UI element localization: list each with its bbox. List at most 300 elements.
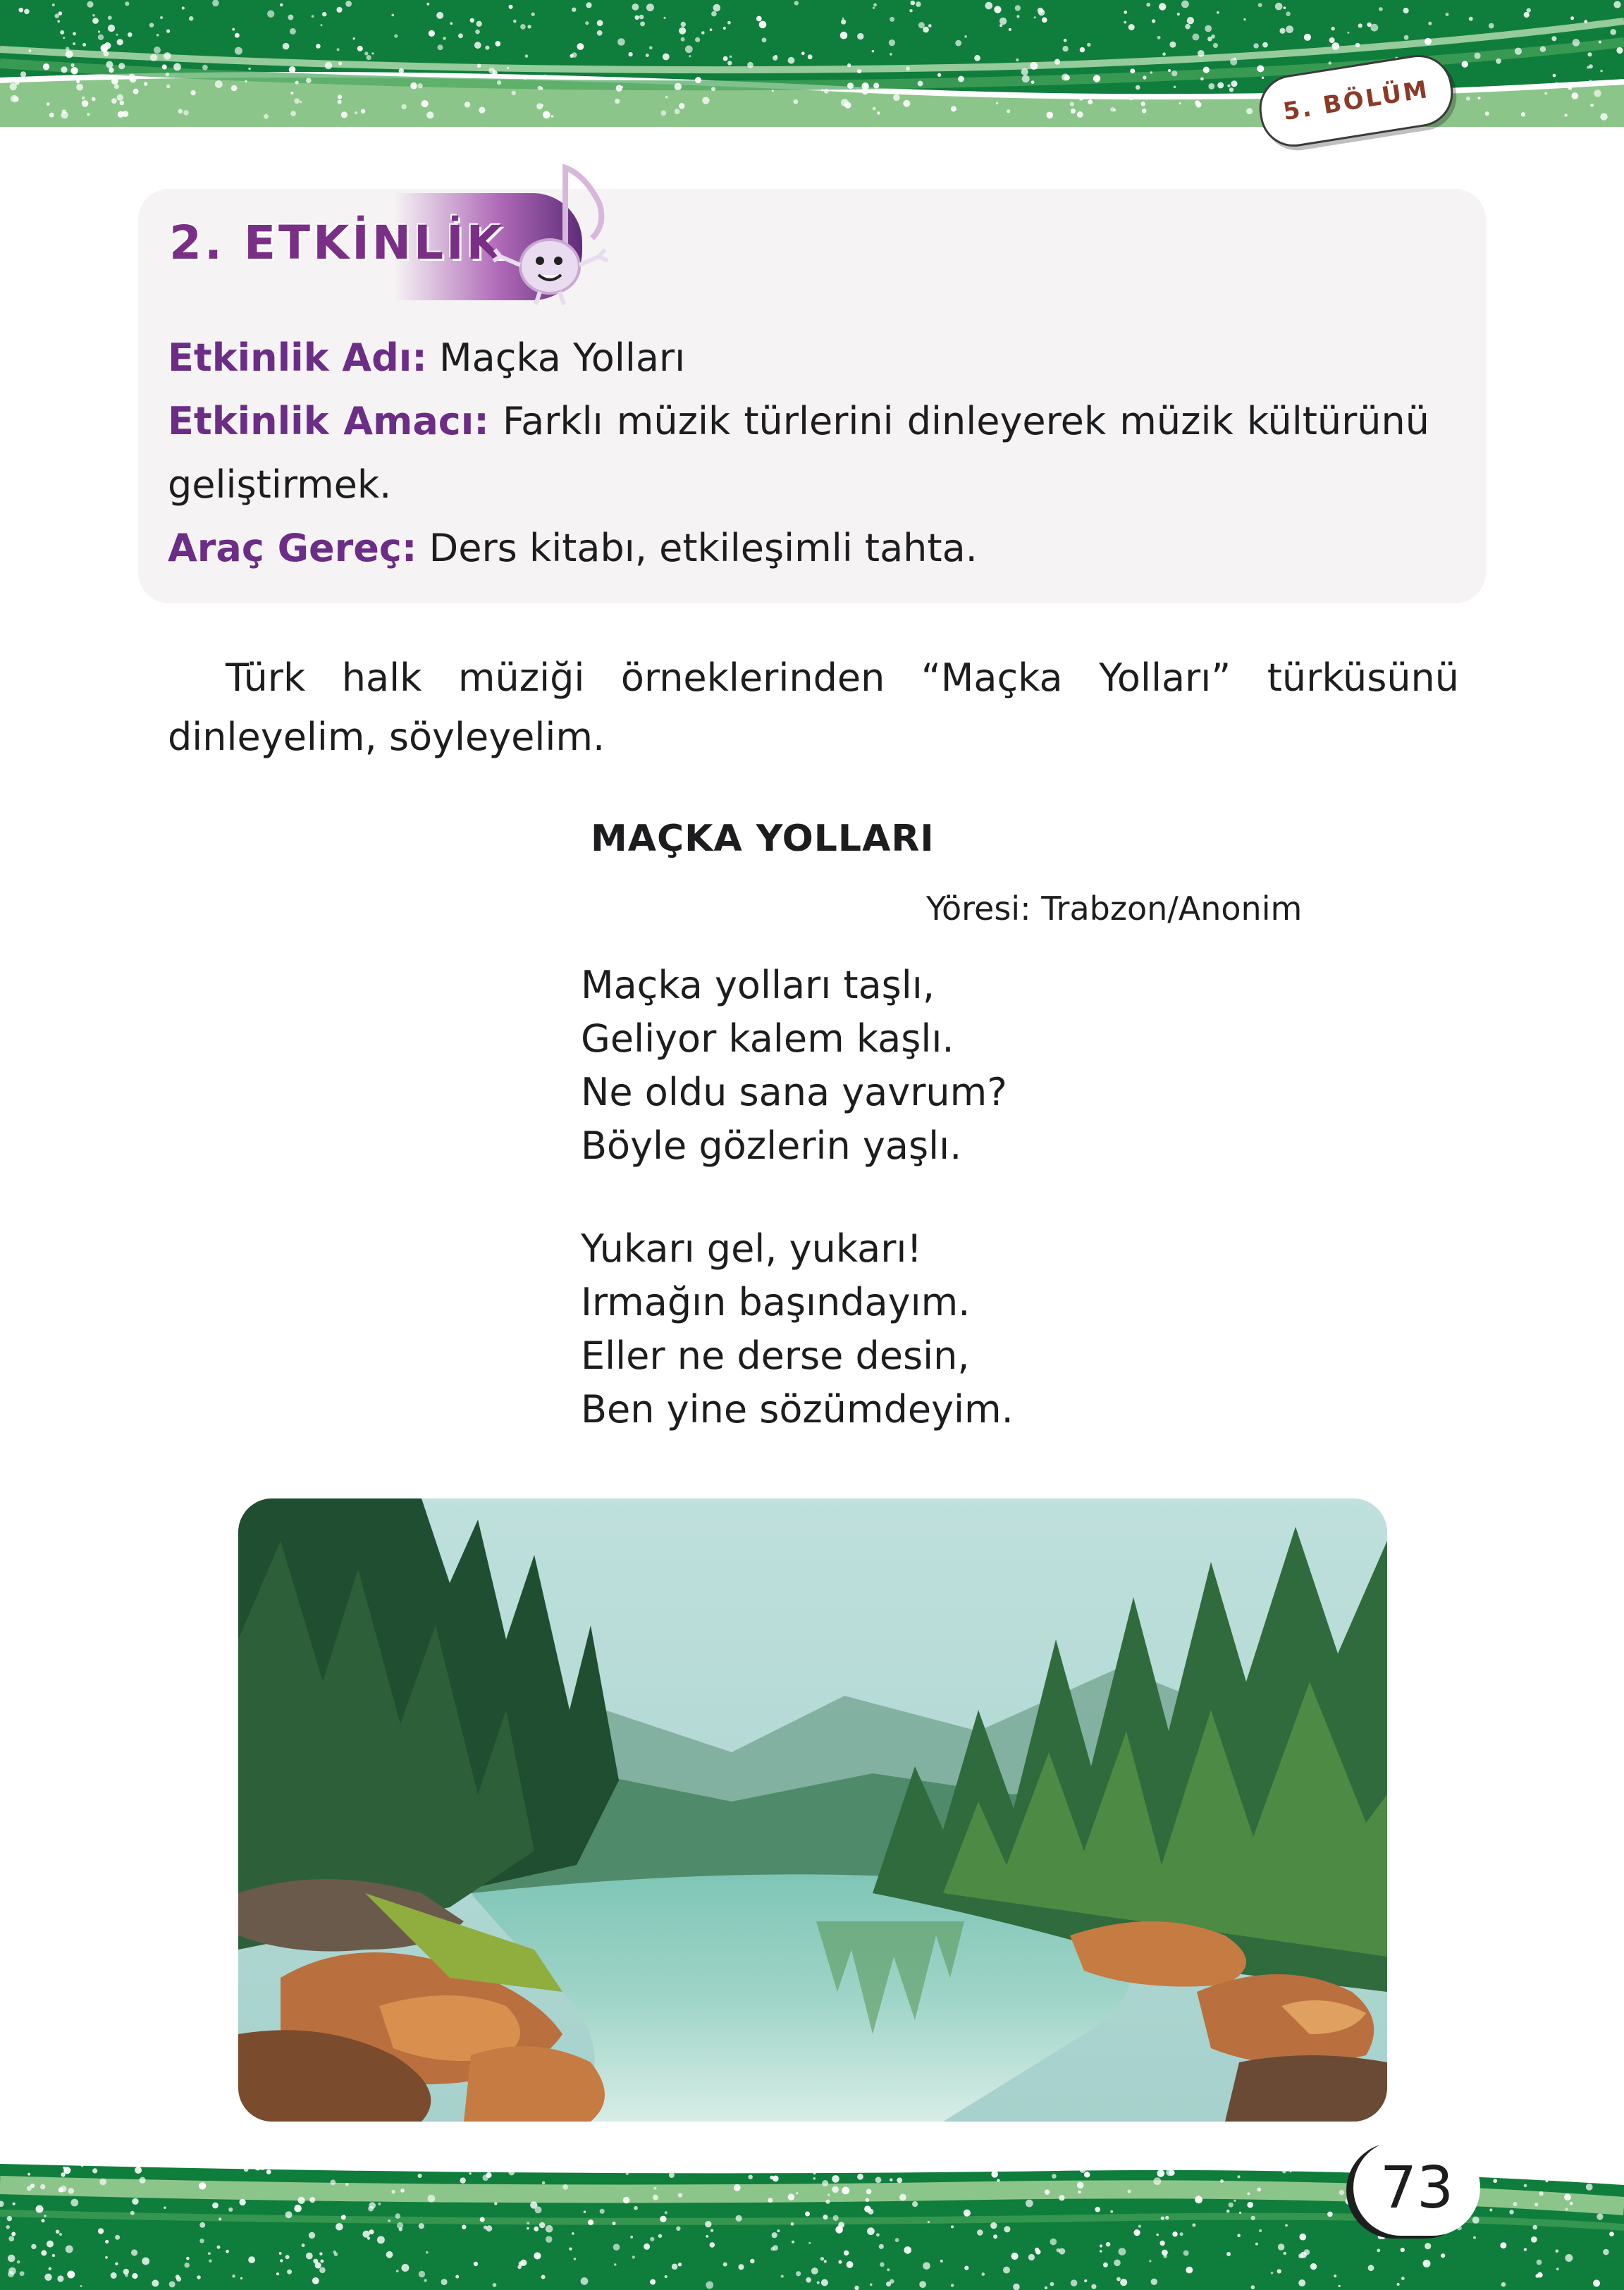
sparkle-dot: [235, 33, 240, 38]
sparkle-dot: [1257, 66, 1264, 73]
sparkle-dot: [1368, 2265, 1374, 2271]
sparkle-dot: [132, 2198, 138, 2205]
sparkle-dot: [1404, 35, 1409, 40]
sparkle-dot: [312, 15, 314, 18]
sparkle-dot: [52, 4, 55, 6]
lyric-line: Ne oldu sana yavrum?: [581, 1070, 1007, 1114]
sparkle-dot: [367, 55, 371, 60]
sparkle-dot: [128, 32, 133, 37]
sparkle-dot: [650, 2279, 656, 2285]
sparkle-dot: [336, 2223, 343, 2231]
sparkle-dot: [82, 100, 89, 107]
activity-goal-label: Etkinlik Amacı:: [168, 399, 489, 443]
sparkle-dot: [59, 2187, 63, 2192]
sparkle-dot: [219, 2217, 221, 2220]
sparkle-dot: [875, 2177, 882, 2183]
sparkle-dot: [577, 43, 584, 50]
sparkle-dot: [319, 2252, 322, 2255]
sparkle-dot: [422, 100, 429, 107]
sparkle-dot: [832, 2175, 839, 2183]
sparkle-dot: [838, 2260, 842, 2264]
sparkle-dot: [1253, 43, 1259, 49]
sparkle-dot: [822, 2180, 828, 2186]
sparkle-dot: [1110, 2210, 1113, 2213]
sparkle-dot: [895, 2238, 899, 2242]
sparkle-dot: [1116, 2277, 1121, 2282]
sparkle-dot: [1110, 107, 1114, 111]
sparkle-dot: [1226, 2252, 1231, 2256]
sparkle-dot: [31, 2244, 36, 2249]
sparkle-dot: [1093, 75, 1100, 82]
sparkle-dot: [266, 2169, 271, 2174]
sparkle-dot: [1239, 2212, 1241, 2214]
sparkle-dot: [847, 82, 854, 89]
sparkle-dot: [123, 2269, 129, 2274]
sparkle-dot: [394, 35, 398, 38]
sparkle-dot: [1401, 2248, 1405, 2252]
sparkle-dot: [1100, 2250, 1102, 2253]
sparkle-dot: [613, 2222, 616, 2225]
sparkle-dot: [1493, 2179, 1497, 2183]
sparkle-dot: [133, 89, 139, 94]
sparkle-dot: [462, 2224, 466, 2229]
sparkle-dot: [125, 2274, 128, 2277]
sparkle-dot: [99, 2179, 106, 2186]
sparkle-dot: [92, 18, 99, 24]
sparkle-dot: [1279, 28, 1285, 34]
sparkle-dot: [122, 111, 128, 117]
sparkle-dot: [906, 66, 910, 70]
sparkle-dot: [386, 2251, 393, 2258]
sparkle-dot: [813, 2177, 816, 2180]
song-title: MAÇKA YOLLARI: [591, 818, 935, 860]
sparkle-dot: [918, 22, 925, 28]
sparkle-dot: [41, 2250, 47, 2255]
sparkle-dot: [897, 2178, 902, 2184]
sparkle-dot: [87, 1, 93, 8]
sparkle-dot: [70, 2199, 78, 2207]
sparkle-dot: [768, 2198, 773, 2203]
sparkle-dot: [1159, 2241, 1164, 2246]
sparkle-dot: [581, 2277, 589, 2285]
sparkle-dot: [1198, 50, 1205, 57]
sparkle-dot: [1531, 2236, 1537, 2243]
sparkle-dot: [71, 63, 75, 67]
sparkle-dot: [1042, 18, 1047, 23]
sparkle-dot: [1524, 12, 1530, 18]
sparkle-dot: [679, 103, 684, 109]
sparkle-dot: [215, 80, 223, 88]
sparkle-dot: [1339, 2285, 1341, 2287]
sparkle-dot: [47, 102, 50, 106]
sparkle-dot: [702, 97, 709, 104]
sparkle-dot: [1050, 2239, 1057, 2246]
sparkle-dot: [57, 20, 60, 23]
sparkle-dot: [130, 2211, 135, 2215]
sparkle-dot: [951, 106, 956, 111]
sparkle-dot: [76, 80, 80, 83]
sparkle-dot: [675, 109, 680, 114]
sparkle-dot: [1169, 42, 1176, 48]
sparkle-dot: [248, 68, 251, 70]
sparkle-dot: [1501, 2282, 1506, 2287]
sparkle-dot: [232, 28, 235, 31]
sparkle-dot: [378, 2203, 381, 2205]
sparkle-dot: [355, 111, 357, 114]
sparkle-dot: [24, 8, 30, 14]
sparkle-dot: [1172, 2231, 1177, 2236]
sparkle-dot: [1070, 102, 1074, 106]
sparkle-dot: [162, 64, 167, 69]
sparkle-dot: [209, 2259, 212, 2263]
sparkle-dot: [534, 2252, 541, 2259]
sparkle-dot: [1192, 34, 1199, 41]
sparkle-dot: [1589, 80, 1592, 83]
sparkle-dot: [142, 2258, 149, 2265]
sparkle-dot: [56, 2230, 60, 2234]
sparkle-dot: [1423, 2260, 1431, 2267]
sparkle-dot: [217, 2246, 221, 2249]
sparkle-dot: [98, 30, 100, 32]
sparkle-dot: [109, 68, 113, 73]
sparkle-dot: [665, 2211, 668, 2214]
sparkle-dot: [889, 39, 895, 46]
sparkle-dot: [639, 15, 644, 20]
sparkle-dot: [40, 2184, 45, 2189]
sparkle-dot: [226, 2250, 229, 2253]
sparkle-dot: [410, 82, 417, 90]
sparkle-dot: [10, 83, 17, 90]
sparkle-dot: [1503, 2169, 1508, 2174]
sparkle-dot: [1565, 2254, 1573, 2262]
sparkle-dot: [759, 21, 767, 29]
sparkle-dot: [1298, 2279, 1305, 2286]
sparkle-dot: [1156, 2234, 1159, 2236]
sparkle-dot: [306, 2253, 313, 2260]
sparkle-dot: [899, 2194, 906, 2201]
sparkle-dot: [665, 2275, 668, 2278]
sparkle-dot: [166, 30, 170, 33]
sparkle-dot: [544, 75, 547, 78]
activity-tools-label: Araç Gereç:: [168, 526, 417, 570]
sparkle-dot: [877, 111, 880, 114]
sparkle-dot: [527, 2222, 529, 2224]
sparkle-dot: [183, 110, 189, 116]
sparkle-dot: [49, 113, 54, 118]
sparkle-dot: [1208, 83, 1214, 90]
sparkle-dot: [1600, 70, 1603, 73]
sparkle-dot: [629, 52, 633, 56]
page-number: 73: [1353, 2140, 1480, 2236]
sparkle-dot: [940, 2260, 943, 2263]
sparkle-dot: [833, 2215, 839, 2221]
sparkle-dot: [309, 2232, 315, 2239]
activity-goal-continuation: geliştirmek.: [168, 462, 392, 507]
sparkle-dot: [788, 57, 795, 64]
sparkle-dot: [1259, 2229, 1262, 2232]
sparkle-dot: [1609, 2231, 1614, 2236]
sparkle-dot: [319, 2267, 326, 2274]
music-note-character-icon: [479, 154, 620, 309]
sparkle-dot: [1258, 3, 1262, 7]
sparkle-dot: [496, 2169, 499, 2172]
sparkle-dot: [160, 16, 163, 19]
sparkle-dot: [1238, 2166, 1243, 2170]
sparkle-dot: [63, 2167, 66, 2169]
sparkle-dot: [480, 2217, 485, 2222]
sparkle-dot: [11, 95, 18, 102]
sparkle-dot: [1003, 2267, 1010, 2274]
sparkle-dot: [1571, 92, 1578, 99]
sparkle-dot: [1152, 19, 1155, 23]
sparkle-dot: [911, 1, 916, 6]
sparkle-dot: [723, 56, 728, 61]
sparkle-dot: [1590, 104, 1594, 107]
river-forest-image: [238, 1498, 1387, 2122]
sparkle-dot: [424, 2279, 426, 2282]
sparkle-dot: [736, 2215, 742, 2222]
sparkle-dot: [166, 85, 170, 88]
sparkle-dot: [749, 2175, 753, 2179]
sparkle-dot: [60, 30, 64, 35]
sparkle-dot: [1234, 58, 1236, 61]
sparkle-dot: [475, 30, 480, 35]
sparkle-dot: [185, 2263, 190, 2267]
sparkle-dot: [443, 37, 445, 39]
sparkle-dot: [838, 2222, 844, 2228]
sparkle-dot: [290, 111, 296, 116]
sparkle-dot: [465, 101, 470, 107]
lyric-line: Maçka yolları taşlı,: [581, 963, 935, 1007]
sparkle-dot: [660, 2216, 666, 2222]
sparkle-dot: [569, 2248, 572, 2251]
sparkle-dot: [738, 2264, 744, 2270]
sparkle-dot: [1151, 2279, 1157, 2285]
sparkle-dot: [644, 2243, 650, 2250]
sparkle-dot: [1016, 59, 1019, 61]
sparkle-dot: [535, 2206, 542, 2213]
sparkle-dot: [371, 52, 374, 54]
sparkle-dot: [756, 16, 762, 22]
sparkle-dot: [964, 2212, 968, 2216]
sparkle-dot: [283, 43, 290, 50]
sparkle-dot: [190, 90, 195, 95]
sparkle-dot: [1469, 17, 1473, 21]
sparkle-dot: [791, 2222, 794, 2226]
sparkle-dot: [248, 2256, 255, 2263]
sparkle-dot: [1229, 87, 1234, 92]
sparkle-dot: [321, 2260, 324, 2263]
sparkle-dot: [681, 37, 685, 42]
sparkle-dot: [470, 18, 474, 23]
sparkle-dot: [1050, 2282, 1054, 2286]
sparkle-dot: [781, 2274, 784, 2277]
sparkle-dot: [1556, 2267, 1559, 2270]
sparkle-dot: [52, 2254, 55, 2257]
sparkle-dot: [59, 2233, 62, 2236]
sparkle-dot: [1284, 6, 1286, 9]
sparkle-dot: [400, 2189, 405, 2193]
sparkle-dot: [1207, 37, 1212, 42]
sparkle-dot: [541, 2275, 546, 2279]
sparkle-dot: [474, 2262, 478, 2266]
sparkle-dot: [1539, 2191, 1543, 2196]
sparkle-dot: [17, 2260, 20, 2264]
sparkle-dot: [208, 2252, 211, 2255]
sparkle-dot: [484, 2226, 487, 2229]
sparkle-dot: [1527, 8, 1531, 12]
sparkle-dot: [866, 2198, 870, 2203]
sparkle-dot: [338, 94, 342, 99]
sparkle-dot: [117, 94, 123, 101]
sparkle-dot: [309, 2197, 315, 2203]
sparkle-dot: [538, 86, 542, 90]
sparkle-dot: [906, 2162, 914, 2169]
sparkle-dot: [613, 2243, 620, 2251]
sparkle-dot: [964, 2266, 968, 2270]
sparkle-dot: [1150, 71, 1153, 74]
sparkle-dot: [632, 4, 639, 11]
sparkle-dot: [614, 2263, 616, 2265]
sparkle-dot: [290, 92, 293, 94]
sparkle-dot: [87, 113, 90, 116]
sparkle-dot: [982, 2272, 985, 2276]
sparkle-dot: [1133, 2229, 1140, 2236]
sparkle-dot: [918, 81, 923, 87]
sparkle-dot: [1186, 2267, 1193, 2274]
sparkle-dot: [801, 51, 805, 55]
sparkle-dot: [828, 2193, 830, 2196]
sparkle-dot: [1290, 2170, 1292, 2172]
sparkle-dot: [44, 2274, 51, 2281]
sparkle-dot: [426, 2251, 429, 2254]
sparkle-dot: [429, 30, 435, 37]
sparkle-dot: [61, 111, 68, 118]
sparkle-dot: [287, 2270, 292, 2274]
sparkle-dot: [36, 2205, 44, 2213]
sparkle-dot: [1474, 53, 1480, 59]
sparkle-dot: [1084, 2279, 1087, 2282]
sparkle-dot: [116, 34, 118, 36]
sparkle-dot: [991, 2171, 998, 2178]
sparkle-dot: [135, 2167, 142, 2174]
sparkle-dot: [626, 2172, 629, 2175]
sparkle-dot: [267, 11, 274, 18]
sparkle-dot: [111, 98, 117, 104]
activity-goal-row: [168, 389, 1429, 454]
sparkle-dot: [1610, 29, 1616, 35]
sparkle-dot: [650, 2237, 654, 2241]
sparkle-dot: [419, 2271, 425, 2277]
sparkle-dot: [115, 2235, 120, 2240]
sparkle-dot: [1078, 2191, 1081, 2193]
sparkle-dot: [1009, 28, 1011, 31]
sparkle-dot: [1200, 78, 1204, 81]
sparkle-dot: [61, 66, 67, 73]
sparkle-dot: [322, 12, 326, 16]
sparkle-dot: [150, 54, 157, 61]
sparkle-dot: [542, 2181, 546, 2185]
sparkle-dot: [1062, 73, 1069, 80]
sparkle-dot: [1524, 2248, 1527, 2251]
sparkle-dot: [805, 2212, 810, 2217]
sparkle-dot: [734, 2184, 741, 2191]
sparkle-dot: [1031, 80, 1035, 84]
sparkle-dot: [1556, 2250, 1559, 2253]
sparkle-dot: [70, 67, 78, 74]
sparkle-dot: [294, 98, 300, 104]
sparkle-dot: [458, 33, 463, 38]
sparkle-dot: [68, 2188, 74, 2193]
sparkle-dot: [1180, 2232, 1183, 2236]
sparkle-dot: [823, 2215, 828, 2220]
sparkle-dot: [1600, 113, 1607, 120]
sparkle-dot: [232, 2274, 235, 2278]
sparkle-dot: [762, 37, 767, 42]
sparkle-dot: [396, 2270, 399, 2272]
sparkle-dot: [345, 1, 352, 7]
sparkle-dot: [312, 2277, 319, 2284]
sparkle-dot: [634, 16, 639, 20]
sparkle-dot: [676, 2227, 680, 2231]
sparkle-dot: [419, 2223, 424, 2229]
sparkle-dot: [1088, 99, 1093, 104]
sparkle-dot: [483, 2174, 489, 2181]
sparkle-dot: [1540, 47, 1546, 52]
sparkle-dot: [546, 2236, 553, 2243]
sparkle-dot: [788, 2193, 795, 2200]
sparkle-dot: [821, 2279, 828, 2286]
intro-paragraph: Türk halk müziği örneklerinden “Maçka Yolları” türküsünü dinleyelim, söyleyelim.: [168, 655, 1459, 759]
sparkle-dot: [7, 2216, 12, 2221]
sparkle-dot: [1128, 24, 1135, 30]
sparkle-dot: [428, 2195, 436, 2203]
sparkle-dot: [1300, 2252, 1307, 2258]
activity-name-value: Maçka Yolları: [439, 336, 686, 380]
sparkle-dot: [1064, 39, 1067, 42]
sparkle-dot: [857, 2174, 863, 2180]
sparkle-dot: [149, 23, 154, 27]
sparkle-dot: [681, 22, 686, 27]
sparkle-dot: [832, 2186, 839, 2193]
sparkle-dot: [1153, 2177, 1161, 2185]
sparkle-dot: [866, 2189, 872, 2195]
sparkle-dot: [796, 2192, 798, 2194]
sparkle-dot: [873, 107, 876, 111]
sparkle-dot: [82, 97, 85, 99]
sparkle-dot: [1057, 2248, 1061, 2253]
sparkle-dot: [1285, 2224, 1288, 2227]
sparkle-dot: [1162, 2250, 1168, 2256]
sparkle-dot: [1026, 2200, 1033, 2208]
sparkle-dot: [1128, 94, 1134, 100]
sparkle-dot: [955, 40, 961, 47]
sparkle-dot: [469, 2172, 471, 2174]
sparkle-dot: [1346, 2198, 1352, 2205]
sparkle-dot: [705, 2221, 711, 2227]
sparkle-dot: [264, 114, 269, 119]
sparkle-dot: [169, 2281, 176, 2287]
sparkle-dot: [525, 54, 529, 58]
sparkle-dot: [505, 2168, 508, 2171]
sparkle-dot: [8, 2255, 16, 2263]
sparkle-dot: [747, 62, 753, 68]
sparkle-dot: [140, 2177, 146, 2184]
sparkle-dot: [710, 2242, 715, 2248]
sparkle-dot: [81, 2165, 84, 2167]
sparkle-dot: [1046, 112, 1053, 119]
sparkle-dot: [186, 2257, 190, 2260]
